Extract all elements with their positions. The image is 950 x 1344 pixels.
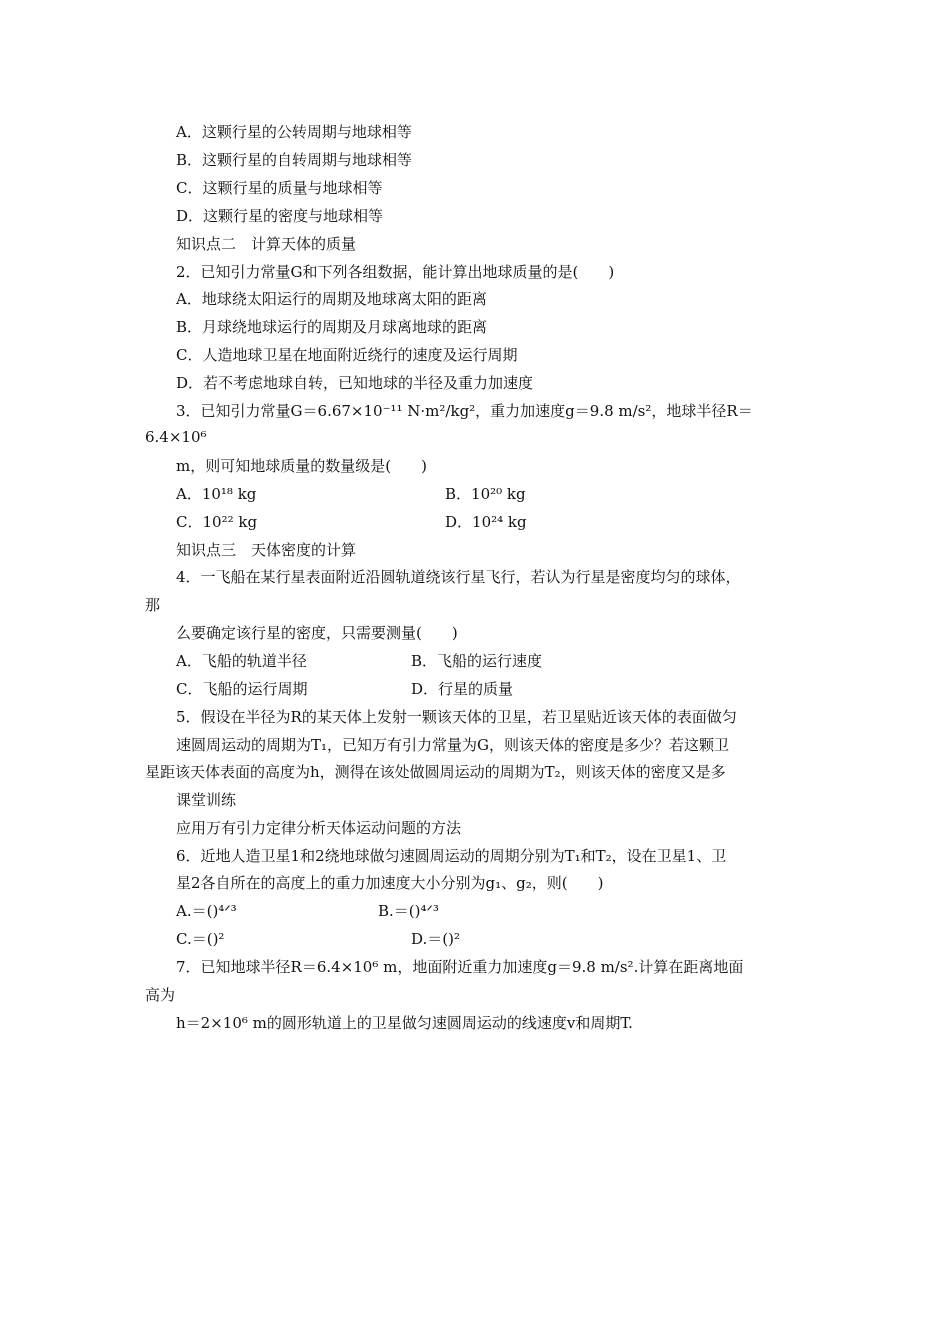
q5-line2: 速圆周运动的周期为T₁，已知万有引力常量为G，则该天体的密度是多少？若这颗卫 (176, 736, 730, 754)
q1-option-d: D．这颗行星的密度与地球相等 (176, 207, 384, 225)
q1-option-b: B．这颗行星的自转周期与地球相等 (176, 151, 413, 169)
q4-option-b: B．飞船的运行速度 (411, 652, 543, 670)
q3-stem-line1: 3．已知引力常量G＝6.67×10⁻¹¹ N·m²/kg²，重力加速度g＝9.8 m/s²，地球半径R＝ (176, 402, 753, 420)
q7-line1: 7．已知地球半径R＝6.4×10⁶ m，地面附近重力加速度g＝9.8 m/s².计算在距离地面 (176, 958, 744, 976)
q4-stem-line3: 么要确定该行星的密度，只需要测量( ) (176, 624, 458, 642)
q6-option-a: A.＝()⁴ᐟ³ (176, 902, 237, 920)
q3-option-b: B．10²⁰ kg (445, 485, 526, 503)
q3-option-d: D．10²⁴ kg (445, 513, 527, 531)
q1-option-a: A．这颗行星的公转周期与地球相等 (176, 123, 412, 141)
q6-line2: 星2各自所在的高度上的重力加速度大小分别为g₁、g₂，则( ) (176, 874, 604, 892)
q4-option-d: D．行星的质量 (411, 680, 514, 698)
q3-option-c: C．10²² kg (176, 513, 258, 531)
q6-option-b: B.＝()⁴ᐟ³ (378, 902, 439, 920)
q6-line1: 6．近地人造卫星1和2绕地球做匀速圆周运动的周期分别为T₁和T₂，设在卫星1、卫 (176, 847, 727, 865)
q3-stem-line2: 6.4×10⁶ (145, 428, 207, 446)
q4-option-a: A．飞船的轨道半径 (176, 652, 307, 670)
q7-line3: h＝2×10⁶ m的圆形轨道上的卫星做匀速圆周运动的线速度v和周期T. (176, 1014, 633, 1032)
q4-option-c: C．飞船的运行周期 (176, 680, 308, 698)
q7-line2: 高为 (145, 986, 176, 1004)
section-heading-2: 知识点二 计算天体的质量 (176, 235, 357, 253)
q6-option-d: D.＝()² (411, 930, 460, 948)
q2-option-a: A．地球绕太阳运行的周期及地球离太阳的距离 (176, 290, 487, 308)
q6-option-c: C.＝()² (176, 930, 225, 948)
q3-option-a: A．10¹⁸ kg (176, 485, 257, 503)
q2-option-c: C．人造地球卫星在地面附近绕行的速度及运行周期 (176, 346, 518, 364)
q5-line3: 星距该天体表面的高度为h，测得在该处做圆周运动的周期为T₂，则该天体的密度又是多 (145, 763, 726, 781)
q1-option-c: C．这颗行星的质量与地球相等 (176, 179, 383, 197)
section-heading-4: 课堂训练 (176, 791, 237, 809)
method-heading: 应用万有引力定律分析天体运动问题的方法 (176, 819, 462, 837)
q2-stem: 2．已知引力常量G和下列各组数据，能计算出地球质量的是( ) (176, 263, 615, 281)
q3-stem-line3: m，则可知地球质量的数量级是( ) (176, 457, 427, 475)
section-heading-3: 知识点三 天体密度的计算 (176, 541, 357, 559)
q2-option-b: B．月球绕地球运行的周期及月球离地球的距离 (176, 318, 488, 336)
q4-stem-line2: 那 (145, 596, 161, 614)
q5-line1: 5．假设在半径为R的某天体上发射一颗该天体的卫星，若卫星贴近该天体的表面做匀 (176, 708, 737, 726)
q2-option-d: D．若不考虑地球自转，已知地球的半径及重力加速度 (176, 374, 534, 392)
q4-stem-line1: 4．一飞船在某行星表面附近沿圆轨道绕该行星飞行，若认为行星是密度均匀的球体， (176, 568, 741, 586)
